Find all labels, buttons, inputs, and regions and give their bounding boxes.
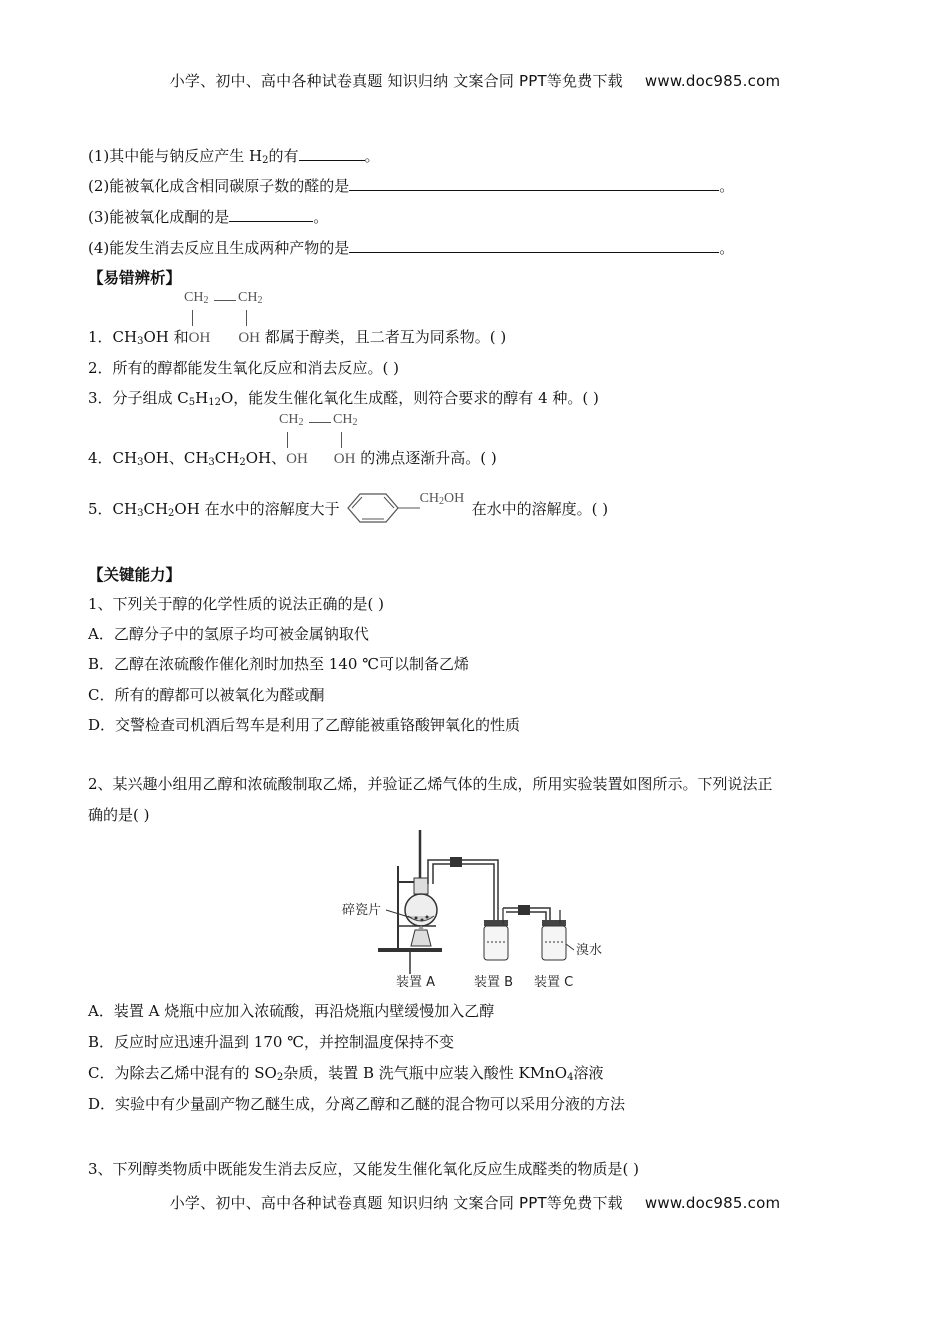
k2-stem-line2: 确的是( ): [88, 806, 150, 824]
k2-stem-line1: 2、某兴趣小组用乙醇和浓硫酸制取乙烯，并验证乙烯气体的生成，所用实验装置如图所示。下列说法正: [88, 775, 773, 793]
header-text: 小学、初中、高中各种试卷真题 知识归纳 文案合同 PPT等免费下载: [169, 72, 623, 90]
k3-stem: 3、下列醇类物质中既能发生消去反应，又能发生催化氧化反应生成醛类的物质是( ): [88, 1160, 640, 1178]
question-4: (4)能发生消去反应且生成两种产物的是 。: [88, 239, 735, 257]
ethylene-glycol-structure: $CH_2$ $CH_2$: [182, 290, 272, 345]
error-item-3: 3．分子组成 $C_5H_{12}O$，能发生催化氧化生成醛，则符合要求的醇有 4 种。( ): [88, 389, 599, 408]
label-apparatus-b: 装置 B: [474, 975, 514, 990]
label-apparatus-c: 装置 C: [534, 975, 574, 990]
answer-blank[interactable]: [349, 238, 719, 253]
label-apparatus-a: 装置 A: [396, 975, 436, 990]
k1-option-c[interactable]: C．所有的醇都可以被氧化为醛或酮: [88, 686, 325, 704]
answer-blank[interactable]: [299, 146, 365, 161]
k2-option-a[interactable]: A．装置 A 烧瓶中应加入浓硫酸，再沿烧瓶内壁缓慢加入乙醇: [88, 1002, 495, 1020]
ethylene-glycol-structure: $CH_2$ $CH_2$: [277, 412, 367, 467]
apparatus-figure: [338, 826, 618, 992]
question-3: (3)能被氧化成酮的是 。: [88, 208, 329, 226]
header-url[interactable]: www.doc985.com: [644, 72, 781, 90]
footer-url[interactable]: www.doc985.com: [644, 1194, 781, 1212]
question-2: (2)能被氧化成含相同碳原子数的醛的是 。: [88, 177, 735, 195]
k1-option-d[interactable]: D．交警检查司机酒后驾车是利用了乙醇能被重铬酸钾氧化的性质: [88, 716, 521, 734]
label-porcelain-chips: 碎瓷片: [342, 903, 382, 918]
section-common-errors: 【易错辨析】: [88, 269, 182, 287]
section-key-skills: 【关键能力】: [88, 566, 182, 584]
question-1: (1)其中能与钠反应产生 $H_2$的有 。: [88, 147, 380, 166]
k1-option-b[interactable]: B．乙醇在浓硫酸作催化剂时加热至 140 ℃可以制备乙烯: [88, 655, 469, 673]
k2-option-d[interactable]: D．实验中有少量副产物乙醚生成，分离乙醇和乙醚的混合物可以采用分液的方法: [88, 1095, 626, 1113]
error-item-1: 1．$CH_3OH$ 和OH OH 都属于醇类，且二者互为同系物。( ): [88, 328, 507, 347]
error-item-2: 2．所有的醇都能发生氧化反应和消去反应。( ): [88, 359, 400, 377]
page-footer: [0, 1192, 950, 1213]
footer-text: 小学、初中、高中各种试卷真题 知识归纳 文案合同 PPT等免费下载: [169, 1194, 623, 1212]
page-header: [0, 70, 950, 91]
k1-stem: 1、下列关于醇的化学性质的说法正确的是( ): [88, 595, 385, 613]
error-item-4: 4．$CH_3OH$、$CH_3CH_2OH$、OH OH 的沸点逐渐升高。( ): [88, 449, 497, 468]
benzene-ring-icon: [340, 490, 420, 526]
answer-blank[interactable]: [349, 176, 719, 191]
k2-option-c[interactable]: C．为除去乙烯中混有的 $SO_2$杂质，装置 B 洗气瓶中应装入酸性 KMnO$_4$溶液: [88, 1064, 604, 1083]
answer-blank[interactable]: [229, 207, 313, 222]
benzyl-alcohol-structure: $CH_2OH$: [340, 500, 472, 520]
k1-option-a[interactable]: A．乙醇分子中的氢原子均可被金属钠取代: [88, 625, 369, 643]
k2-option-b[interactable]: B．反应时应迅速升温到 170 ℃，并控制温度保持不变: [88, 1033, 454, 1051]
label-bromine-water: 溴水: [576, 943, 603, 958]
error-item-5: 5．$CH_3CH_2OH$ 在水中的溶解度大于 $CH_2OH$ 在水中的溶解度。( ): [88, 498, 608, 520]
